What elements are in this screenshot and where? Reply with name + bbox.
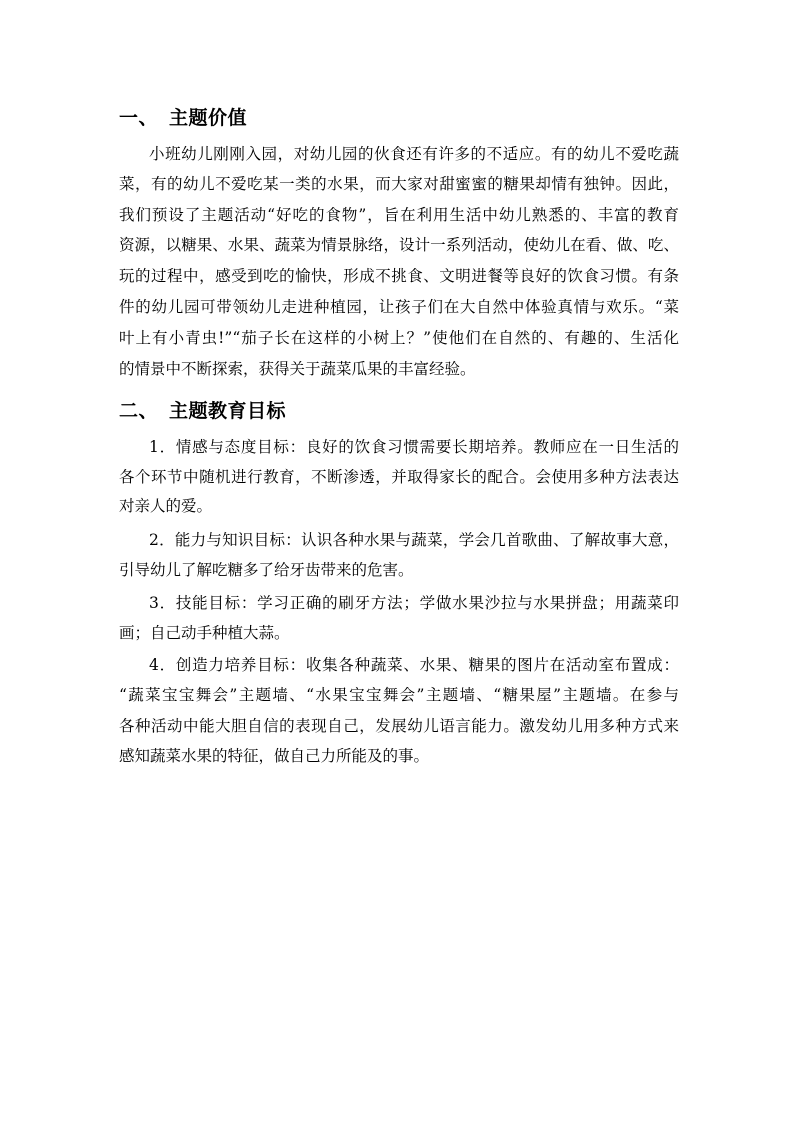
goal-line: 对亲人的爱。 <box>119 497 213 515</box>
paragraph-line: 菜，有的幼儿不爱吃某一类的水果，而大家对甜蜜蜜的糖果却情有独钟。因此， <box>119 175 679 193</box>
paragraph-line: 玩的过程中，感受到吃的愉快，形成不挑食、文明进餐等良好的饮食习惯。有条 <box>119 267 679 285</box>
section-2-title: 主题教育目标 <box>169 400 287 422</box>
section-1-title: 主题价值 <box>169 107 248 129</box>
goal-line: 4．创造力培养目标：收集各种蔬菜、水果、糖果的图片在活动室布置成： <box>149 656 679 674</box>
goal-line: 各个环节中随机进行教育，不断渗透，并取得家长的配合。会使用多种方法表达 <box>119 468 679 486</box>
goal-line: 2．能力与知识目标：认识各种水果与蔬菜，学会几首歌曲、了解故事大意， <box>149 531 679 549</box>
section-1-heading <box>119 106 247 130</box>
section-2-number: 二、 <box>119 400 159 422</box>
section-1-number: 一、 <box>119 107 159 129</box>
paragraph-line: 的情景中不断探索，获得关于蔬菜瓜果的丰富经验。 <box>119 360 476 378</box>
paragraph-line: 我们预设了主题活动“好吃的食物”，旨在利用生活中幼儿熟悉的、丰富的教育 <box>119 206 679 224</box>
goal-line: 感知蔬菜水果的特征，做自己力所能及的事。 <box>119 747 430 765</box>
goal-line: 各种活动中能大胆自信的表现自己，发展幼儿语言能力。激发幼儿用多种方式来 <box>119 717 679 735</box>
paragraph-line: 资源，以糖果、水果、蔬菜为情景脉络，设计一系列活动，使幼儿在看、做、吃、 <box>119 236 679 254</box>
goal-line: 3．技能目标：学习正确的刷牙方法；学做水果沙拉与水果拼盘；用蔬菜印 <box>149 594 679 612</box>
paragraph-line: 小班幼儿刚刚入园，对幼儿园的伙食还有许多的不适应。有的幼儿不爱吃蔬 <box>149 145 679 163</box>
goal-line: “蔬菜宝宝舞会”主题墙、“水果宝宝舞会”主题墙、“糖果屋”主题墙。在参与 <box>119 686 679 704</box>
section-2-heading <box>119 399 286 423</box>
goal-line: 1．情感与态度目标：良好的饮食习惯需要长期培养。教师应在一日生活的 <box>149 438 679 456</box>
paragraph-line: 件的幼儿园可带领幼儿走进种植园，让孩子们在大自然中体验真情与欢乐。“菜 <box>119 298 679 316</box>
goal-line: 引导幼儿了解吃糖多了给牙齿带来的危害。 <box>119 561 414 579</box>
goal-line: 画；自己动手种植大蒜。 <box>119 624 290 642</box>
paragraph-line: 叶上有小青虫!”“茄子长在这样的小树上？”使他们在自然的、有趣的、生活化 <box>119 329 679 347</box>
